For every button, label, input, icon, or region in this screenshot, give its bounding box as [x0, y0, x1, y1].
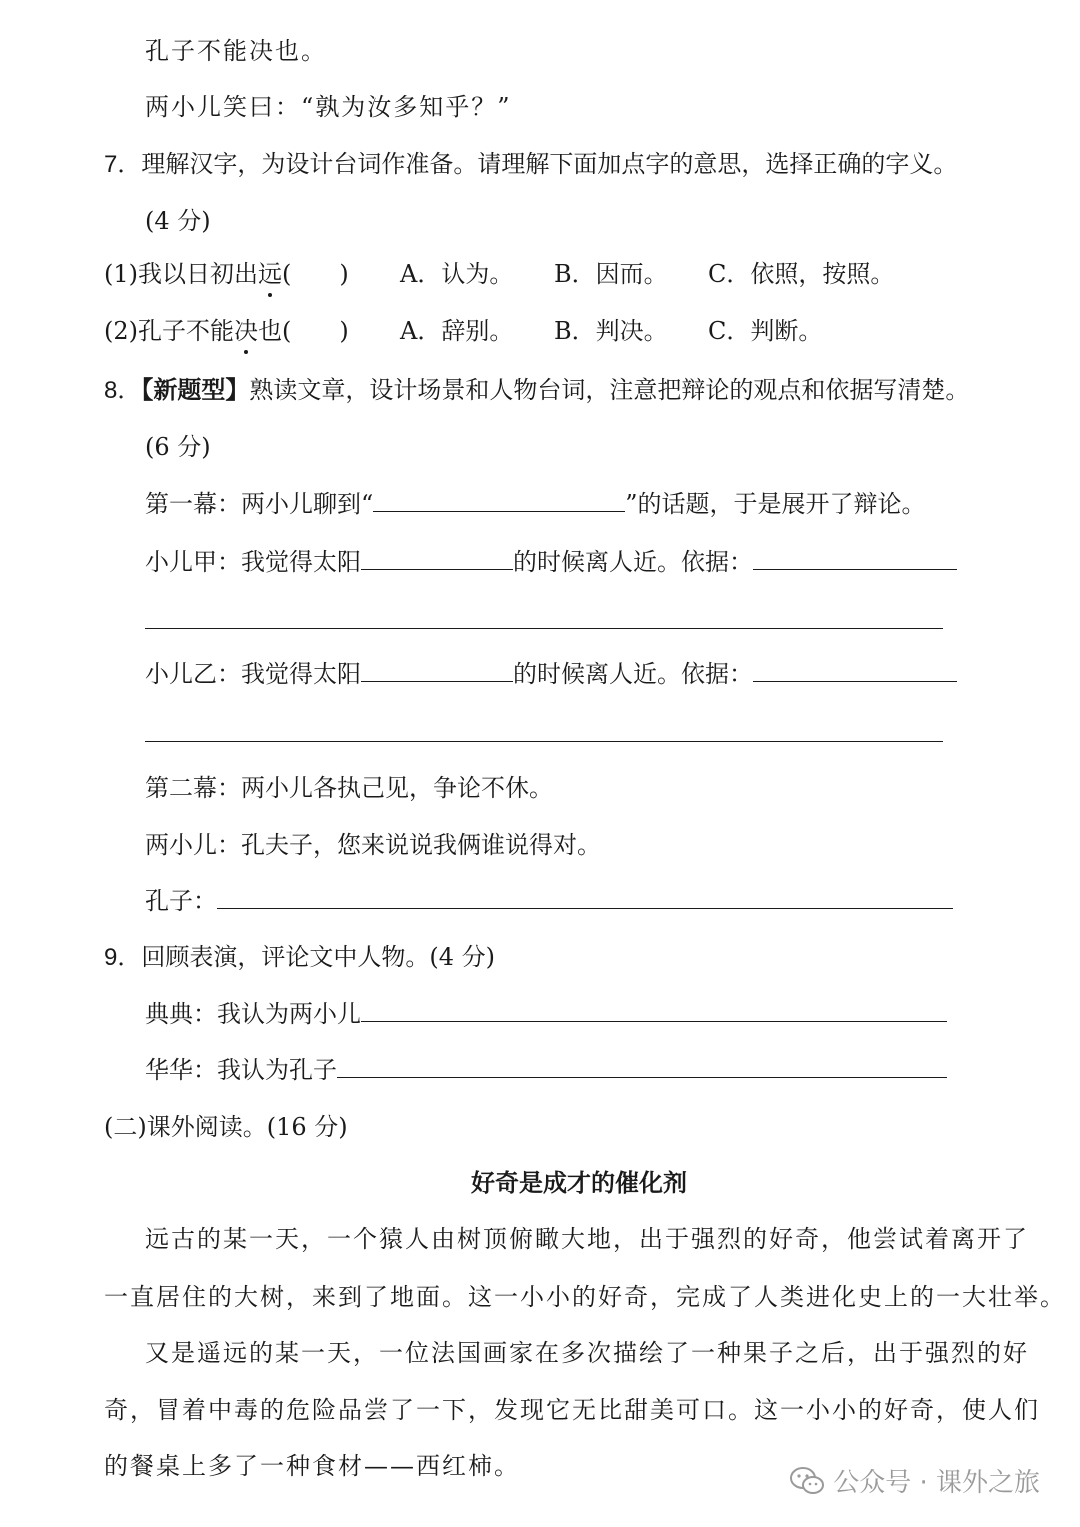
child-b-line — [145, 657, 957, 691]
comment-blank[interactable] — [337, 1053, 947, 1078]
question-7 — [104, 147, 957, 182]
wechat-icon — [789, 1466, 825, 1496]
question-number: 9． — [104, 944, 142, 971]
article-p1-line1: 远古的某一天，一个猿人由树顶俯瞰大地，出于强烈的好奇，他尝试着离开了 — [145, 1225, 1029, 1253]
item-text: (1)我以日初出 — [104, 260, 258, 288]
reason-blank[interactable] — [753, 545, 957, 570]
question-text: 回顾表演，评论文中人物。(4 分) — [141, 943, 495, 971]
question-9 — [104, 940, 495, 975]
answer-blank[interactable]: ( ) — [282, 260, 349, 288]
question-number: 8． — [104, 377, 142, 404]
q7-item-1 — [104, 257, 349, 291]
q7-item-2 — [104, 314, 349, 348]
option-b[interactable]: B．判决。 — [554, 317, 668, 345]
answer-line[interactable] — [145, 628, 943, 629]
scene-2: 第二幕：两小儿各执己见，争论不休。 — [145, 774, 553, 802]
poem-line-1: 孔子不能决也。 — [145, 37, 327, 65]
article-p1-line2: 一直居住的大树，来到了地面。这一小小的好奇，完成了人类进化史上的一大壮举。 — [104, 1283, 1066, 1311]
watermark-text: 公众号 · 课外之旅 — [833, 1468, 1040, 1498]
child-a-line — [145, 545, 957, 579]
answer-blank[interactable]: 也( ) — [258, 317, 349, 345]
answer-line[interactable] — [145, 741, 943, 742]
reason-blank[interactable] — [753, 657, 957, 682]
question-8 — [104, 373, 969, 408]
confucius-blank[interactable] — [217, 884, 953, 909]
dotted-char: 决 — [234, 314, 258, 348]
question-score: (6 分) — [145, 433, 211, 461]
option-c[interactable]: C．依照，按照。 — [708, 260, 895, 288]
watermark — [789, 1462, 1040, 1499]
question-text: 理解汉字，为设计台词作准备。请理解下面加点字的意思，选择正确的字义。 — [141, 150, 958, 178]
question-text: 熟读文章，设计场景和人物台词，注意把辩论的观点和依据写清楚。 — [249, 376, 970, 404]
scene-text: ”的话题，于是展开了辩论。 — [625, 490, 926, 518]
scene-1 — [145, 487, 926, 521]
article-p2-line2: 奇，冒着中毒的危险品尝了一下，发现它无比甜美可口。这一小小的好奇，使人们 — [104, 1396, 1040, 1424]
time-blank[interactable] — [361, 545, 513, 570]
option-a[interactable]: A．辞别。 — [400, 317, 514, 345]
confucius-line — [145, 884, 953, 918]
option-b[interactable]: B．因而。 — [554, 260, 668, 288]
option-a[interactable]: A．认为。 — [400, 260, 514, 288]
speaker-text: 的时候离人近。依据： — [513, 548, 753, 576]
speaker-text: 小儿甲：我觉得太阳 — [145, 548, 361, 576]
both-children-line: 两小儿：孔夫子，您来说说我俩谁说得对。 — [145, 831, 601, 859]
question-score: (4 分) — [145, 207, 211, 235]
question-number: 7． — [104, 151, 142, 178]
article-p2-line1: 又是遥远的某一天，一位法国画家在多次描绘了一种果子之后，出于强烈的好 — [145, 1339, 1029, 1367]
section-heading: (二)课外阅读。(16 分) — [104, 1113, 348, 1141]
item-text: (2)孔子不能 — [104, 317, 234, 345]
topic-blank[interactable] — [373, 487, 625, 512]
dian-line — [145, 997, 947, 1031]
speaker-text: 典典：我认为两小儿 — [145, 1000, 361, 1028]
new-type-tag: 【新题型】 — [141, 376, 250, 404]
speaker-text: 小儿乙：我觉得太阳 — [145, 660, 361, 688]
poem-line-2: 两小儿笑曰：“孰为汝多知乎？” — [145, 93, 512, 121]
dotted-char: 远 — [258, 257, 282, 291]
comment-blank[interactable] — [361, 997, 947, 1022]
scene-text: 第一幕：两小儿聊到“ — [145, 490, 374, 518]
time-blank[interactable] — [361, 657, 513, 682]
article-title: 好奇是成才的催化剂 — [471, 1169, 687, 1197]
speaker-text: 的时候离人近。依据： — [513, 660, 753, 688]
hua-line — [145, 1053, 947, 1087]
speaker-text: 华华：我认为孔子 — [145, 1056, 337, 1084]
article-p2-line3: 的餐桌上多了一种食材——西红柿。 — [104, 1452, 520, 1480]
speaker-text: 孔子： — [145, 887, 217, 915]
option-c[interactable]: C．判断。 — [708, 317, 823, 345]
